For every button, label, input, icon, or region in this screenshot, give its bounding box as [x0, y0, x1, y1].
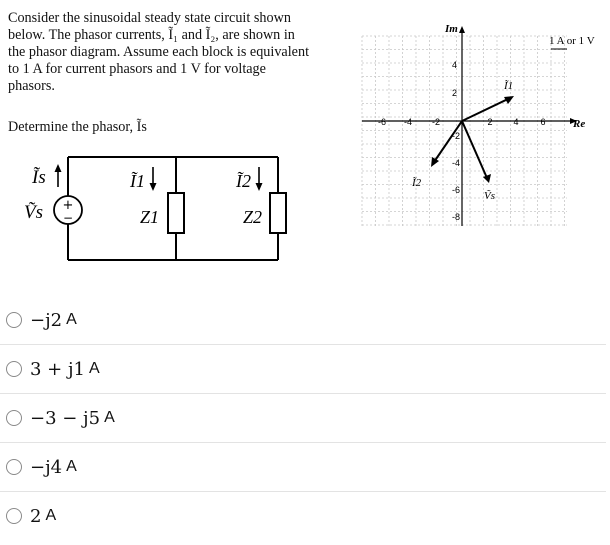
phasor-grid	[362, 36, 567, 226]
y-tick: -6	[451, 185, 460, 195]
x-tick: -6	[377, 117, 387, 127]
vs-phasor-label: Ṽs	[484, 190, 495, 202]
x-tick: -2	[431, 117, 441, 127]
y-tick: 4	[451, 60, 457, 70]
option-unit: A	[45, 507, 57, 524]
question-line: to 1 A for current phasors and 1 V for voltage	[8, 61, 266, 77]
i1-arrow-icon	[150, 183, 157, 191]
minus-sign: −	[62, 211, 74, 225]
answer-options	[0, 296, 606, 540]
z2-label: Z2	[243, 207, 263, 227]
option-value: −j4	[30, 456, 63, 478]
question-line: phasors.	[8, 78, 55, 94]
i2-phasor	[434, 121, 462, 162]
option-unit: A	[104, 409, 115, 426]
option-unit: A	[89, 360, 100, 377]
radio-button[interactable]	[6, 459, 22, 475]
answer-option[interactable]	[0, 442, 606, 491]
question-line: Consider the sinusoidal steady state circuit shown	[8, 10, 291, 26]
option-value: −3 − j5	[30, 407, 101, 429]
answer-option[interactable]	[0, 393, 606, 442]
option-unit: A	[66, 458, 77, 475]
z2-block	[270, 193, 286, 233]
imag-axis-arrow-icon	[459, 26, 465, 33]
radio-button[interactable]	[6, 508, 22, 524]
y-tick: 2	[451, 88, 457, 98]
radio-button[interactable]	[6, 361, 22, 377]
circuit-diagram	[0, 145, 310, 270]
answer-option[interactable]	[0, 344, 606, 393]
vs-label: Ṽs	[24, 202, 43, 223]
phasor-diagram	[352, 14, 602, 236]
im-label: Im	[445, 23, 458, 35]
is-label: Ĩs	[32, 167, 46, 188]
question-line: the phasor diagram. Assume each block is equivalent	[8, 44, 310, 60]
option-value: −j2	[30, 309, 63, 331]
question-line: below. The phasor currents, Ĩ₁ and Ĩ₂, are shown in	[8, 27, 295, 43]
radio-button[interactable]	[6, 410, 22, 426]
option-value: 2	[30, 505, 42, 527]
radio-button[interactable]	[6, 312, 22, 328]
re-label: Re	[573, 118, 586, 130]
y-tick: -8	[451, 212, 460, 222]
z1-block	[168, 193, 184, 233]
scale-label: 1 A or 1 V	[549, 35, 595, 47]
i2-label: Ĩ2	[236, 171, 251, 191]
x-tick: 2	[487, 117, 493, 127]
determine-prompt: Determine the phasor, Ĩs	[8, 119, 147, 135]
i1-phasor	[462, 98, 510, 121]
vs-phasor-arrow-icon	[483, 174, 491, 183]
y-tick: -2	[451, 131, 460, 141]
is-arrow-icon	[55, 164, 62, 172]
option-unit: A	[66, 311, 77, 328]
answer-option[interactable]	[0, 296, 606, 344]
i1-phasor-label: Ĩ1	[504, 80, 514, 92]
i2-phasor-arrow-icon	[431, 157, 439, 167]
question-text	[8, 10, 348, 95]
y-tick: -4	[451, 158, 460, 168]
option-value: 3 + j1	[30, 358, 86, 380]
z1-label: Z1	[140, 207, 160, 227]
i2-arrow-icon	[256, 183, 263, 191]
i1-label: Ĩ1	[130, 171, 145, 191]
x-tick: 4	[513, 117, 519, 127]
answer-option[interactable]	[0, 491, 606, 540]
x-tick: 6	[540, 117, 546, 127]
i2-phasor-label: Ĩ2	[412, 177, 422, 189]
x-tick: -4	[403, 117, 413, 127]
plus-sign: +	[62, 198, 74, 213]
